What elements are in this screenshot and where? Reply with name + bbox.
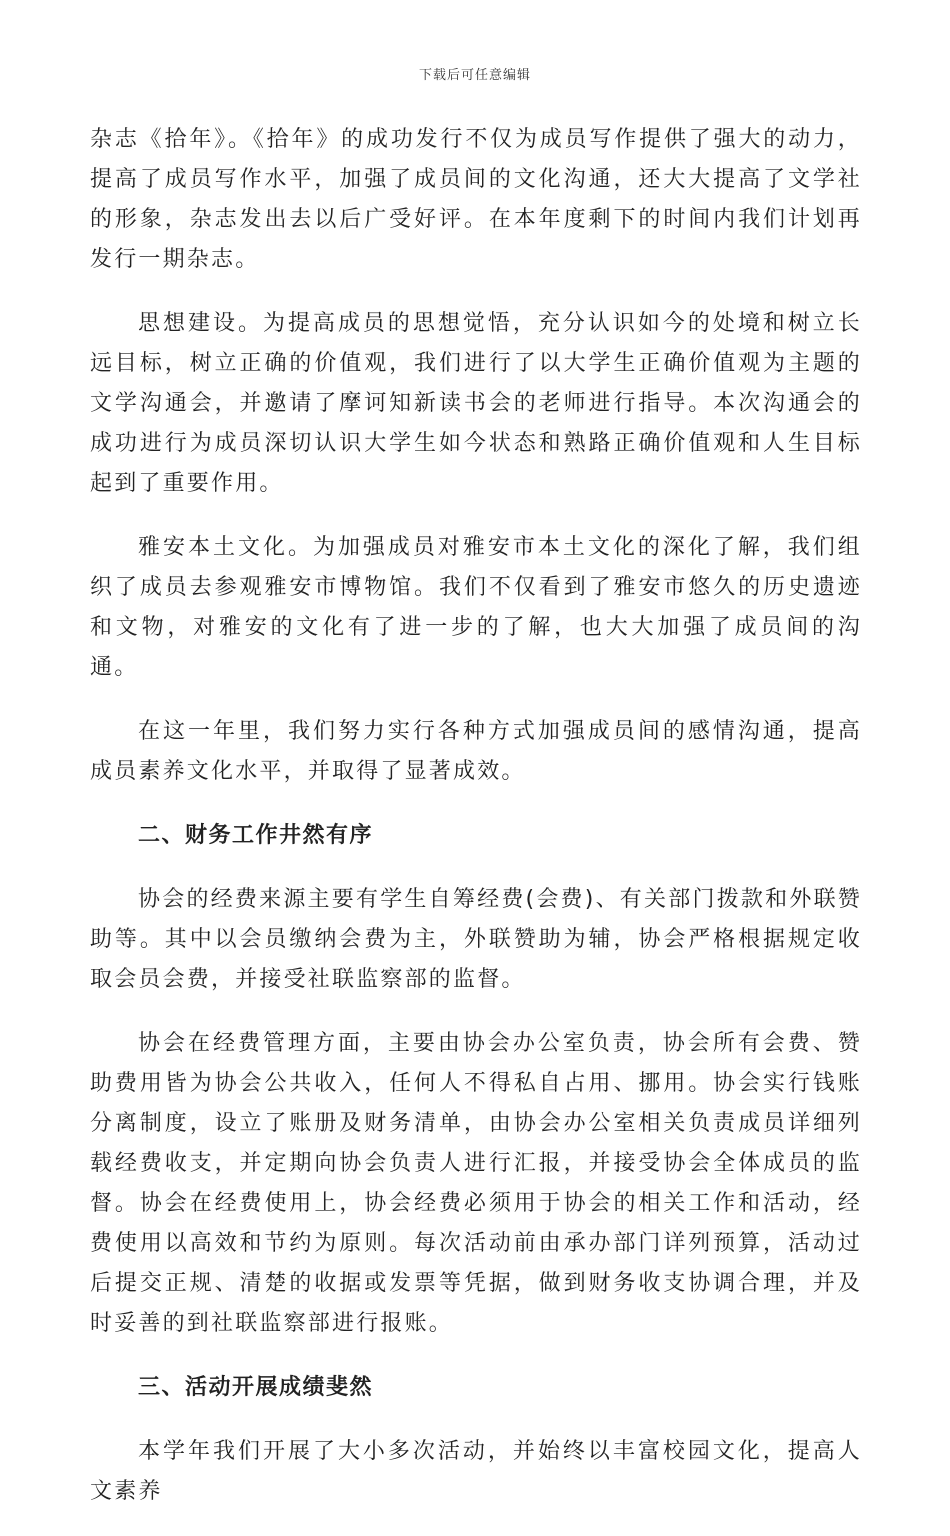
paragraph-funding-sources: 协会的经费来源主要有学生自筹经费(会费)、有关部门拨款和外联赞助等。其中以会员缴纳会费为主，外联赞助为辅，协会严格根据规定收取会员会费，并接受社联监察部的监督。 (90, 887, 862, 992)
page-header: 下载后可任意编辑 (418, 68, 531, 83)
paragraph-fund-management: 协会在经费管理方面，主要由协会办公室负责，协会所有会费、赞助费用皆为协会公共收入，任何人不得私自占用、挪用。协会实行钱账分离制度，设立了账册及财务清单，由协会办公室相关负责成员详细列载经费收支，并定期向协会负责人进行汇报，并接受协会全体成员的监督。协会在经费使用上，协会经费必须用于协会的相关工作和活动，经费使用以高效和节约为原则。每次活动前由承办部门详列预算，活动过后提交正规、清楚的收据或发票等凭据，做到财务收支协调合理，并及时妥善的到社联监察部进行报账。 (90, 1031, 862, 1336)
section-heading-activities: 三、活动开展成绩斐然 (138, 1375, 374, 1400)
document-body (90, 120, 862, 1536)
paragraph-summary: 在这一年里，我们努力实行各种方式加强成员间的感情沟通，提高成员素养文化水平，并取得了显著成效。 (90, 719, 862, 784)
paragraph-activities: 本学年我们开展了大小多次活动，并始终以丰富校园文化，提高人文素养 (90, 1439, 862, 1504)
paragraph-magazine: 杂志《拾年》。《拾年》的成功发行不仅为成员写作提供了强大的动力，提高了成员写作水平，加强了成员间的文化沟通，还大大提高了文学社的形象，杂志发出去以后广受好评。在本年度剩下的时间内我们计划再发行一期杂志。 (90, 127, 862, 272)
paragraph-ideology: 思想建设。为提高成员的思想觉悟，充分认识如今的处境和树立长远目标，树立正确的价值观，我们进行了以大学生正确价值观为主题的文学沟通会，并邀请了摩诃知新读书会的老师进行指导。本次沟通会的成功进行为成员深切认识大学生如今状态和熟路正确价值观和人生目标起到了重要作用。 (90, 311, 862, 496)
paragraph-local-culture: 雅安本土文化。为加强成员对雅安市本土文化的深化了解，我们组织了成员去参观雅安市博物馆。我们不仅看到了雅安市悠久的历史遗迹和文物，对雅安的文化有了进一步的了解，也大大加强了成员间的沟通。 (90, 535, 862, 680)
section-heading-finance: 二、财务工作井然有序 (138, 823, 374, 848)
